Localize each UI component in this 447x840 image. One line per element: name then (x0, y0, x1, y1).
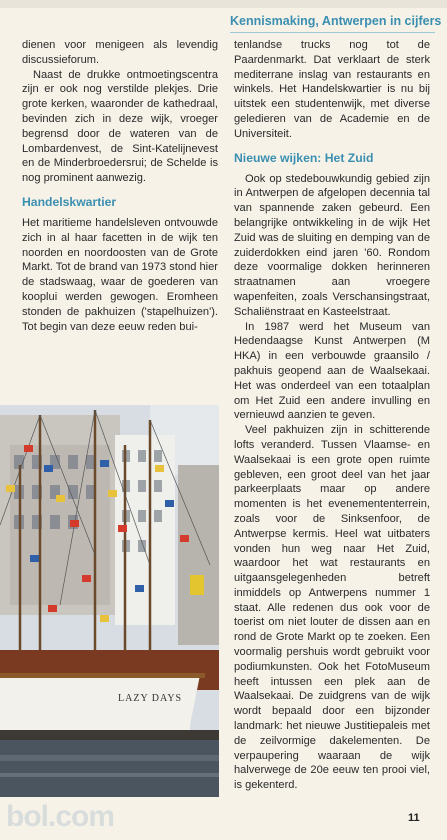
right-column (234, 38, 430, 793)
paragraph: Ook op stedebouwkundig gebied zijn in Antwerpen de afgelopen decennia tal van spannende zaken gebeurd. Een belangrijke ontwikkeling in de wijk Het Zuid was de sluiting en demping van de zuiderdokken eind jaren '60. Rondom deze voormalige dokken herinneren straatnamen aan vroegere wapenfeiten, zoals Verschansingstraat, Schaliënstraat en Kasteelstraat. (234, 172, 430, 318)
top-strip (0, 0, 447, 8)
boat-name: LAZY DAYS (118, 693, 183, 704)
running-head: Kennismaking, Antwerpen in cijfers (230, 14, 442, 28)
watermark-logo: bol.com (6, 800, 115, 833)
paragraph: dienen voor menigeen als levendig discussieforum. (22, 39, 218, 66)
paragraph: Het maritieme handelsleven ontvouwde zich in al haar facetten in de wijk ten noorden en noordoosten van de Grote Markt. Tot de brand van 1973 stond hier de stadswaag, waar de goederen van kooplui werden gewogen. Eromheen stonden de pakhuizen ('stapelhuizen'). Tot begin van deze eeuw reden bui- (22, 216, 218, 333)
section-heading-handelskwartier: Handelskwartier (22, 194, 117, 209)
header-rule (230, 32, 435, 33)
page-number: 11 (408, 812, 420, 824)
harbour-photo (0, 405, 219, 797)
paragraph: In 1987 werd het Museum van Hedendaagse Kunst Antwerpen (M HKA) in een verbouwde graansilo / pakhuis geopend aan de Waalsekaai. Het was onderdeel van een totaalplan om Het Zuid een andere invulling en vernieuwd aanzien te geven. (234, 320, 430, 422)
left-column (22, 38, 218, 334)
paragraph: Naast de drukke ontmoetingscentra zijn er ook nog verstilde plekjes. Drie grote kerken, waaronder de kathedraal, bevinden zich in deze wijk, vroeger begrensd door de wateren van de Lombardenvest, de Sint-Katelijnevest en de Minderbroedersrui; de Schelde is nog prominent aanwezig. (22, 68, 218, 185)
paragraph: Veel pakhuizen zijn in schitterende lofts veranderd. Tussen Vlaamse- en Waalsekaai is een grote open ruimte gebleven, een groot deel van het jaar parkeerplaats maar op andere momenten is het evenemententerrein, zoals voor de Sinksenfoor, de Antwerpse kermis. Heel wat uitbaters vonden hun weg naar Het Zuid, waardoor het wat restaurants en uitgaansgelegenheden betreft inmiddels op Antwerpens nummer 1 staat. Alle redenen dus ook voor de toerist om niet louter de dissen aan en rond de Grote Markt op te zoeken. Een voormalig pershuis wordt gebruikt voor podiumkunsten. Ook het FotoMuseum heeft intussen een plek aan de Waalsekaai. De zuidgrens van de wijk wordt bepaald door een bijzonder landmark: het nieuwe Justitiepaleis met de zeilvormige dakelementen. De verpaupering waaraan de wijk halverwege de 20e eeuw ten prooi viel, is gekenterd. (234, 424, 430, 792)
paragraph: tenlandse trucks nog tot de Paardenmarkt. Dat verklaart de sterk mediterrane inslag van restaurants en winkels. Het Handelskwartier is nu bij uitstek een studentenwijk, met diverse geledieren van de Academie en de Universiteit. (234, 39, 430, 140)
section-heading-het-zuid: Nieuwe wijken: Het Zuid (234, 150, 374, 165)
